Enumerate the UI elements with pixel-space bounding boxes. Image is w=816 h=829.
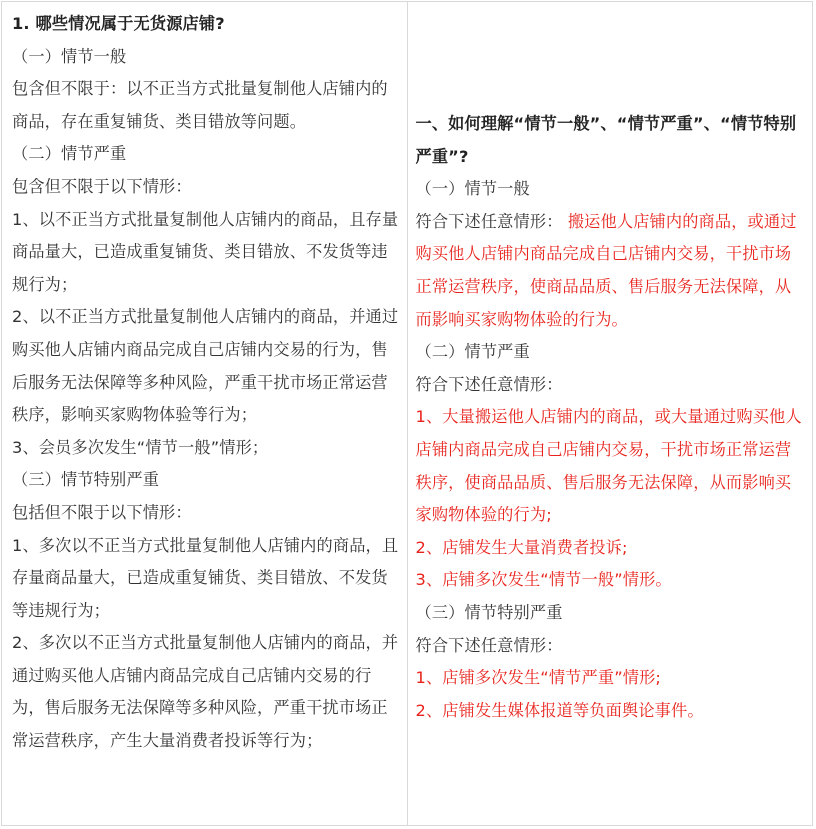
left-general-desc: 包含但不限于：以不正当方式批量复制他人店铺内的商品，存在重复铺货、类目错放等问题。 (12, 79, 388, 131)
rules-comparison-table (1, 1, 813, 826)
left-section-very-serious: （三）情节特别严重 (12, 470, 160, 490)
right-serious-item-1: 1、大量搬运他人店铺内的商品，或大量通过购买他人店铺内商品完成自己店铺内交易，干扰市场正常运营秩序，使商品品质、售后服务无法保障，从而影响买家购物体验的行为; (415, 407, 802, 525)
left-serious-intro: 包含但不限于以下情形： (12, 176, 192, 196)
left-very-serious-intro: 包括但不限于以下情形： (12, 502, 192, 522)
left-serious-item-1: 1、以不正当方式批量复制他人店铺内的商品，且存量商品量大，已造成重复铺货、类目错放、不发货等违规行为； (12, 209, 399, 294)
right-general-text: 搬运他人店铺内的商品，或通过购买他人店铺内商品完成自己店铺内交易，干扰市场正常运营秩序，使商品品质、售后服务无法保障，从而影响买家购物体验的行为。 (415, 211, 797, 329)
right-serious-item-3: 3、店铺多次发生“情节一般”情形。 (415, 570, 672, 590)
right-heading: 一、如何理解“情节一般”、“情节严重”、“情节特别严重”? (415, 114, 797, 166)
left-section-serious: （二）情节严重 (12, 144, 127, 164)
right-very-serious-item-1: 1、店铺多次发生“情节严重”情形; (415, 668, 662, 688)
left-section-general: （一）情节一般 (12, 46, 127, 66)
right-section-serious: （二）情节严重 (415, 342, 530, 362)
left-serious-item-3: 3、会员多次发生“情节一般”情形； (12, 437, 269, 457)
right-serious-intro: 符合下述任意情形： (415, 374, 563, 394)
left-heading: 1. 哪些情况属于无货源店铺? (12, 14, 225, 33)
right-general-desc (416, 206, 807, 336)
right-very-serious-item-2: 2、店铺发生媒体报道等负面舆论事件。 (415, 700, 704, 720)
right-serious-item-2: 2、店铺发生大量消费者投诉; (415, 537, 628, 557)
left-column (2, 2, 408, 825)
right-general-prefix: 符合下述任意情形： (415, 211, 563, 231)
right-section-very-serious: （三）情节特别严重 (415, 602, 563, 622)
left-very-serious-item-1: 1、多次以不正当方式批量复制他人店铺内的商品，且存量商品量大，已造成重复铺货、类目错放、不发货等违规行为； (12, 535, 399, 620)
left-serious-item-2: 2、以不正当方式批量复制他人店铺内的商品，并通过购买他人店铺内商品完成自己店铺内交易的行为，售后服务无法保障等多种风险，严重干扰市场正常运营秩序，影响买家购物体验等行为； (12, 307, 399, 425)
right-column (408, 2, 813, 825)
right-very-serious-intro: 符合下述任意情形： (415, 635, 563, 655)
left-very-serious-item-2: 2、多次以不正当方式批量复制他人店铺内的商品，并通过购买他人店铺内商品完成自己店铺内交易的行为，售后服务无法保障等多种风险，严重干扰市场正常运营秩序，产生大量消费者投诉等行为； (12, 633, 399, 751)
right-section-general: （一）情节一般 (415, 179, 530, 199)
